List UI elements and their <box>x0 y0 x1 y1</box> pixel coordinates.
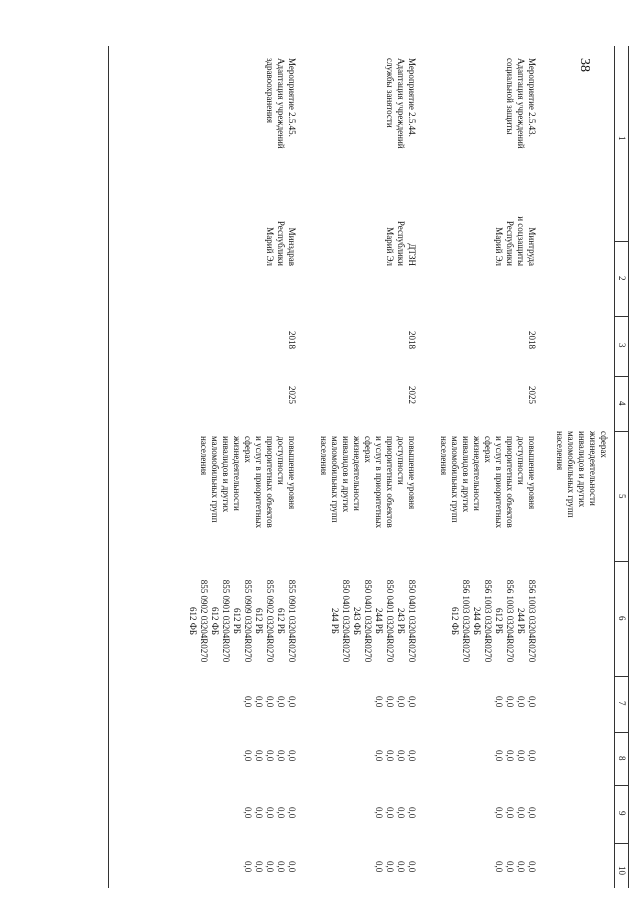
row-measure: Мероприятие 2.5.44. Адаптация учреждений службы занятости <box>385 58 417 149</box>
col-header-7: 7 <box>617 701 627 706</box>
col-header-1: 1 <box>617 136 627 141</box>
col-header-3: 3 <box>617 343 627 348</box>
row-start-year: 2018 <box>287 331 297 349</box>
row-end-year: 2025 <box>527 386 537 404</box>
header-bottom-border <box>614 46 615 888</box>
col-sep <box>615 241 629 242</box>
row-end-year: 2022 <box>407 386 417 404</box>
table-top-border <box>628 46 629 888</box>
row-executor: Минздрав Республики Марий Эл <box>265 220 297 266</box>
col-header-9: 9 <box>617 811 627 816</box>
col-sep <box>615 316 629 317</box>
col-header-10: 10 <box>617 866 627 875</box>
col-header-4: 4 <box>617 401 627 406</box>
continuation-fragment: сферах жизнедеятельности инвалидов и других маломобильных групп населения <box>555 431 609 518</box>
row-col10: 0,0 0,0 0,0 0,0 <box>494 861 537 873</box>
row-col10: 0,0 0,0 0,0 0,0 0,0 <box>243 861 297 873</box>
col-header-5: 5 <box>617 494 627 499</box>
col-sep <box>615 732 629 733</box>
table-bottom-border <box>108 46 109 888</box>
row-start-year: 2018 <box>407 331 417 349</box>
row-col9: 0,0 0,0 0,0 0,0 <box>374 807 417 819</box>
col-sep <box>615 676 629 677</box>
row-col7: 0,0 0,0 0,0 0,0 <box>374 696 417 708</box>
row-measure: Мероприятие 2.5.43. Адаптация учреждений социальной защиты <box>505 58 537 149</box>
col-header-6: 6 <box>617 616 627 621</box>
col-header-2: 2 <box>617 276 627 281</box>
row-executor: ДТЗН Республики Марий Эл <box>385 220 417 266</box>
row-col7: 0,0 0,0 0,0 0,0 0,0 <box>243 696 297 708</box>
row-end-year: 2025 <box>287 386 297 404</box>
col-sep <box>615 561 629 562</box>
row-indicator: повышение уровня доступности приоритетных объектов и услуг в приоритетных сферах жизнедеятельности инвалидов и других маломобильных групп населения <box>199 436 297 529</box>
col-sep <box>615 431 629 432</box>
row-budget-codes: 855 0901 03204R0270 612 РБ 855 0902 03204R0270 612 РБ 855 0909 03204R0270 612 РБ 855 0901 03204R0270 612 ФБ 855 0902 03204R0270 612 ФБ <box>188 579 297 663</box>
row-col7: 0,0 0,0 0,0 0,0 <box>494 696 537 708</box>
page-number: 38 <box>577 58 592 72</box>
row-executor: Минтруда и соцзащиты Республики Марий Эл <box>494 216 537 266</box>
rotated-table <box>109 46 629 888</box>
row-col8: 0,0 0,0 0,0 0,0 <box>374 750 417 762</box>
row-indicator: повышение уровня доступности приоритетных объектов и услуг в приоритетных сферах жизнедеятельности инвалидов и других маломобильных групп населения <box>319 436 417 529</box>
row-budget-codes: 850 0401 03204R0270 243 РБ 850 0401 03204R0270 244 РБ 850 0401 03204R0270 243 ФБ 850 0401 03204R0270 244 РБ <box>330 579 417 663</box>
col-sep <box>615 843 629 844</box>
row-col8: 0,0 0,0 0,0 0,0 0,0 <box>243 750 297 762</box>
row-start-year: 2018 <box>527 331 537 349</box>
row-col9: 0,0 0,0 0,0 0,0 <box>494 807 537 819</box>
row-indicator: повышение уровня доступности приоритетных объектов и услуг в приоритетных сферах жизнедеятельности инвалидов и других маломобильных групп населения <box>439 436 537 529</box>
col-sep <box>615 376 629 377</box>
col-sep <box>615 785 629 786</box>
row-col10: 0,0 0,0 0,0 0,0 <box>374 861 417 873</box>
row-col8: 0,0 0,0 0,0 0,0 <box>494 750 537 762</box>
col-header-8: 8 <box>617 756 627 761</box>
row-measure: Мероприятие 2.5.45. Адаптация учреждений здравоохранения <box>265 58 297 149</box>
row-budget-codes: 856 1003 03204R0270 244 РБ 856 1003 03204R0270 612 РБ 856 1003 03204R0270 244 ФБ 856 1003 03204R0270 612 ФБ <box>450 579 537 663</box>
row-col9: 0,0 0,0 0,0 0,0 0,0 <box>243 807 297 819</box>
